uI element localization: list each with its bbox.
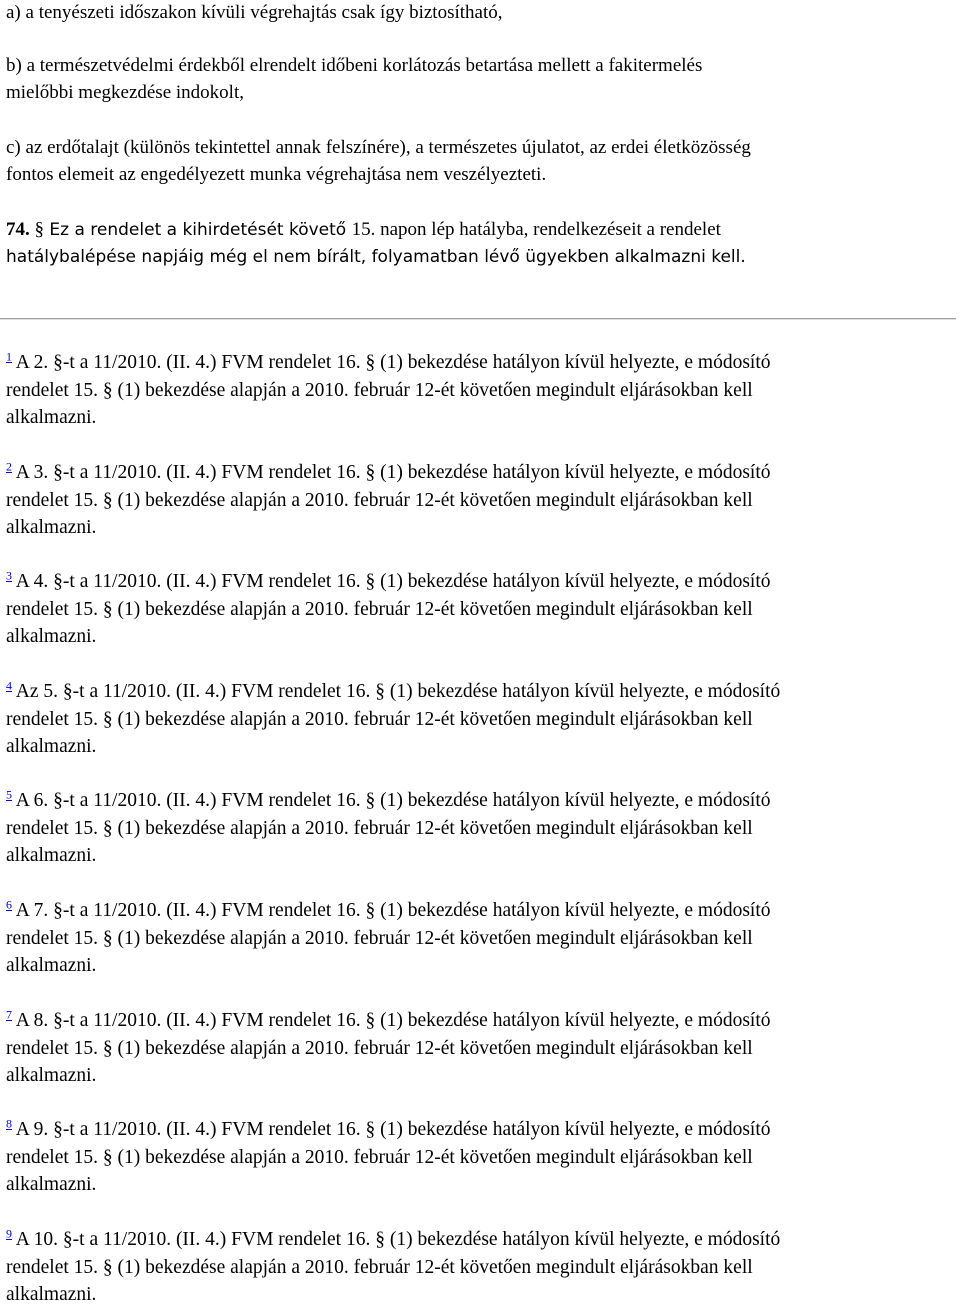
paragraph-b [6,52,702,106]
footnote-ref-link[interactable]: 4 [6,678,12,693]
footnote-ref-link[interactable]: 3 [6,568,12,583]
footnote-text-line-3: alkalmazni. [6,517,97,538]
footnote-text-line-1: Az 5. §-t a 11/2010. (II. 4.) FVM rendelet 16. § (1) bekezdése hatályon kívül helyezte, e módosító [12,681,781,702]
footnote-text-line-3: alkalmazni. [6,626,97,647]
footnote-text-line-2: rendelet 15. § (1) bekezdése alapján a 2010. február 12-ét követően megindult eljárásokban kell [6,379,753,401]
footnote-4 [6,678,780,761]
footnote-ref-link[interactable]: 5 [6,787,12,802]
footnote-text-line-1: A 4. §-t a 11/2010. (II. 4.) FVM rendelet 16. § (1) bekezdése hatályon kívül helyezte, e módosító [12,571,771,592]
footnote-ref-link[interactable]: 1 [6,349,12,364]
footnote-line-1 [6,349,771,377]
footnote-text-line-1: A 8. §-t a 11/2010. (II. 4.) FVM rendelet 16. § (1) bekezdése hatályon kívül helyezte, e módosító [12,1010,771,1031]
footnote-text-line-2: rendelet 15. § (1) bekezdése alapján a 2010. február 12-ét követően megindult eljárásokban kell [6,489,753,511]
footnote-text-line-3: alkalmazni. [6,845,97,866]
paragraph-a [6,0,503,26]
article-74-text-serif: 15. napon lép hatályba, rendelkezéseit a rendelet [351,219,721,240]
footnote-line-1 [6,897,771,925]
footnote-5 [6,787,771,870]
footnote-8 [6,1116,771,1199]
paragraph-b-line-1: b) a természetvédelmi érdekből elrendelt időbeni korlátozás betartása mellett a fakitermelés [6,55,703,76]
footnote-ref-link[interactable]: 7 [6,1007,12,1022]
footnote-3 [6,568,771,651]
footnote-text-line-3: alkalmazni. [6,955,97,976]
footnote-9 [6,1226,780,1309]
footnote-text-line-2: rendelet 15. § (1) bekezdése alapján a 2010. február 12-ét követően megindult eljárásokban kell [6,708,753,730]
footnote-line-1 [6,568,771,596]
footnote-text-line-2: rendelet 15. § (1) bekezdése alapján a 2010. február 12-ét követően megindult eljárásokban kell [6,1256,753,1278]
footnote-1 [6,349,771,432]
footnote-ref-link[interactable]: 9 [6,1226,12,1241]
footnote-line-1 [6,787,771,815]
article-74-text-sans: Ez a rendelet a kihirdetését követő [44,220,352,240]
footnote-text-line-1: A 10. §-t a 11/2010. (II. 4.) FVM rendelet 16. § (1) bekezdése hatályon kívül helyezte, e módosító [12,1229,781,1250]
footnote-text-line-2: rendelet 15. § (1) bekezdése alapján a 2010. február 12-ét követően megindult eljárásokban kell [6,1146,753,1168]
paragraph-b-line-2: mielőbbi megkezdése indokolt, [6,82,244,103]
paragraph-c [6,134,751,188]
footnote-text-line-1: A 7. §-t a 11/2010. (II. 4.) FVM rendelet 16. § (1) bekezdése hatályon kívül helyezte, e módosító [12,900,771,921]
section-sign: § [34,219,44,240]
footnote-line-1 [6,1226,780,1254]
footnote-6 [6,897,771,980]
footnote-ref-link[interactable]: 6 [6,897,12,912]
footnote-2 [6,459,771,542]
footnote-text-line-1: A 2. §-t a 11/2010. (II. 4.) FVM rendelet 16. § (1) bekezdése hatályon kívül helyezte, e módosító [12,352,771,373]
footnote-text-line-2: rendelet 15. § (1) bekezdése alapján a 2010. február 12-ét követően megindult eljárásokban kell [6,598,753,620]
paragraph-c-line-1: c) az erdőtalajt (különös tekintettel annak felszínére), a természetes újulatot, az erdei életközösség [6,137,751,158]
footnote-text-line-1: A 6. §-t a 11/2010. (II. 4.) FVM rendelet 16. § (1) bekezdése hatályon kívül helyezte, e módosító [12,790,771,811]
footnote-text-line-3: alkalmazni. [6,1065,97,1086]
footnote-text-line-2: rendelet 15. § (1) bekezdése alapján a 2010. február 12-ét követően megindult eljárásokban kell [6,817,753,839]
article-74-line-2: hatálybalépése napjáig még el nem bírált, folyamatban lévő ügyekben alkalmazni kell. [6,247,746,267]
footnote-text-line-3: alkalmazni. [6,1284,97,1305]
footnote-7 [6,1007,771,1090]
article-74 [6,216,746,271]
footnote-text-line-2: rendelet 15. § (1) bekezdése alapján a 2010. február 12-ét követően megindult eljárásokban kell [6,1037,753,1059]
footnote-line-1 [6,459,771,487]
footnote-text-line-2: rendelet 15. § (1) bekezdése alapján a 2010. február 12-ét követően megindult eljárásokban kell [6,927,753,949]
footnote-text-line-3: alkalmazni. [6,736,97,757]
footnote-line-1 [6,1007,771,1035]
footnote-ref-link[interactable]: 8 [6,1116,12,1131]
footnote-line-1 [6,678,780,706]
article-74-line-1 [6,216,746,244]
footnote-text-line-1: A 3. §-t a 11/2010. (II. 4.) FVM rendelet 16. § (1) bekezdése hatályon kívül helyezte, e módosító [12,462,771,483]
footnote-text-line-1: A 9. §-t a 11/2010. (II. 4.) FVM rendelet 16. § (1) bekezdése hatályon kívül helyezte, e módosító [12,1119,771,1140]
paragraph-c-line-2: fontos elemeit az engedélyezett munka végrehajtása nem veszélyezteti. [6,164,547,185]
footnote-separator [0,318,956,320]
footnote-line-1 [6,1116,771,1144]
footnote-text-line-3: alkalmazni. [6,407,97,428]
footnote-text-line-3: alkalmazni. [6,1174,97,1195]
article-number: 74. [6,219,30,240]
footnote-ref-link[interactable]: 2 [6,459,12,474]
paragraph-a-text: a) a tenyészeti időszakon kívüli végrehajtás csak így biztosítható, [6,2,503,23]
